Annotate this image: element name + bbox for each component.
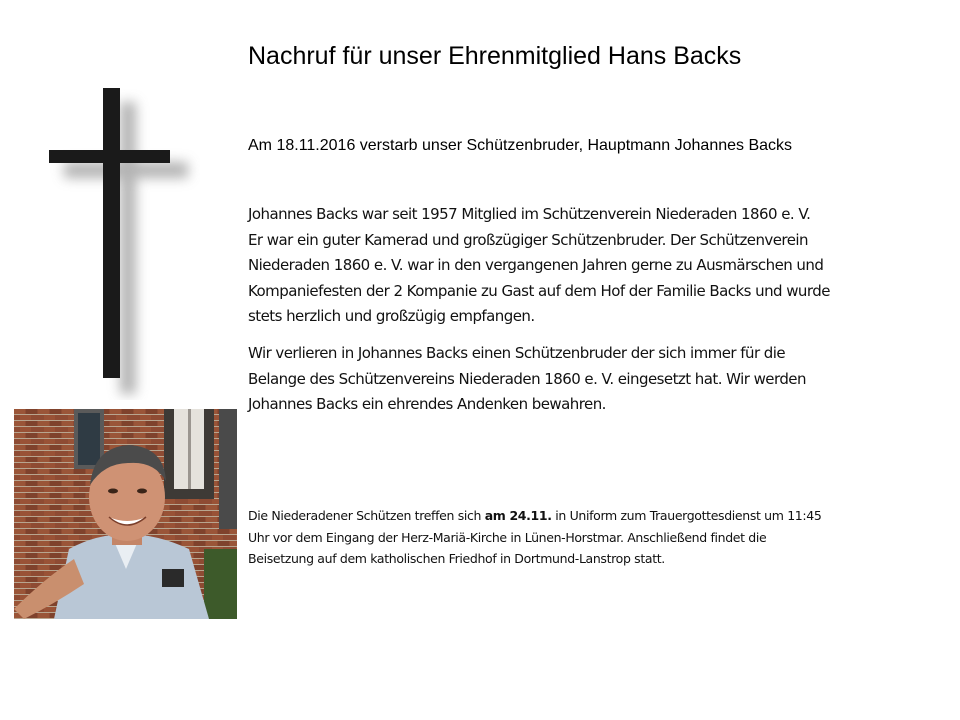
cross-icon <box>40 80 200 400</box>
notice-text: in Uniform zum Trauergottesdienst um 11:45 <box>551 508 822 523</box>
paragraph-1-line: Kompaniefesten der 2 Kompanie zu Gast auf dem Hof der Familie Backs und wurde <box>248 281 830 300</box>
cross-shape <box>49 88 170 378</box>
paragraph-2-line: Wir verlieren in Johannes Backs einen Schützenbruder der sich immer für die <box>248 344 786 362</box>
cross-shadow <box>64 102 188 394</box>
notice-line-2: Uhr vor dem Eingang der Herz-Mariä-Kirche in Lünen-Horstmar. Anschließend findet die <box>248 529 767 545</box>
paragraph-1 <box>248 202 948 330</box>
notice-date: am 24.11. <box>484 508 552 523</box>
notice-line-1 <box>248 505 938 527</box>
paragraph-2 <box>248 341 948 418</box>
paragraph-1-line: stets herzlich und großzügig empfangen. <box>248 307 535 325</box>
paragraph-1-line: Niederaden 1860 e. V. war in den vergangenen Jahren gerne zu Ausmärschen und <box>248 256 824 274</box>
notice-line-3: Beisetzung auf dem katholischen Friedhof in Dortmund-Lanstrop statt. <box>248 551 665 566</box>
paragraph-1-line: Er war ein guter Kamerad und großzügiger Schützenbruder. Der Schützenverein <box>248 230 808 249</box>
paragraph-2-line: Johannes Backs ein ehrendes Andenken bewahren. <box>248 395 606 413</box>
paragraph-2-line: Belange des Schützenvereins Niederaden 1860 e. V. eingesetzt hat. Wir werden <box>248 369 806 388</box>
notice-text: Die Niederadener Schützen treffen sich <box>248 508 485 523</box>
funeral-notice <box>248 505 938 570</box>
page-title: Nachruf für unser Ehrenmitglied Hans Backs <box>248 42 742 70</box>
paragraph-1-line: Johannes Backs war seit 1957 Mitglied im Schützenverein Niederaden 1860 e. V. <box>248 205 811 223</box>
subtitle: Am 18.11.2016 verstarb unser Schützenbruder, Hauptmann Johannes Backs <box>248 137 793 154</box>
portrait-photo <box>14 409 237 619</box>
